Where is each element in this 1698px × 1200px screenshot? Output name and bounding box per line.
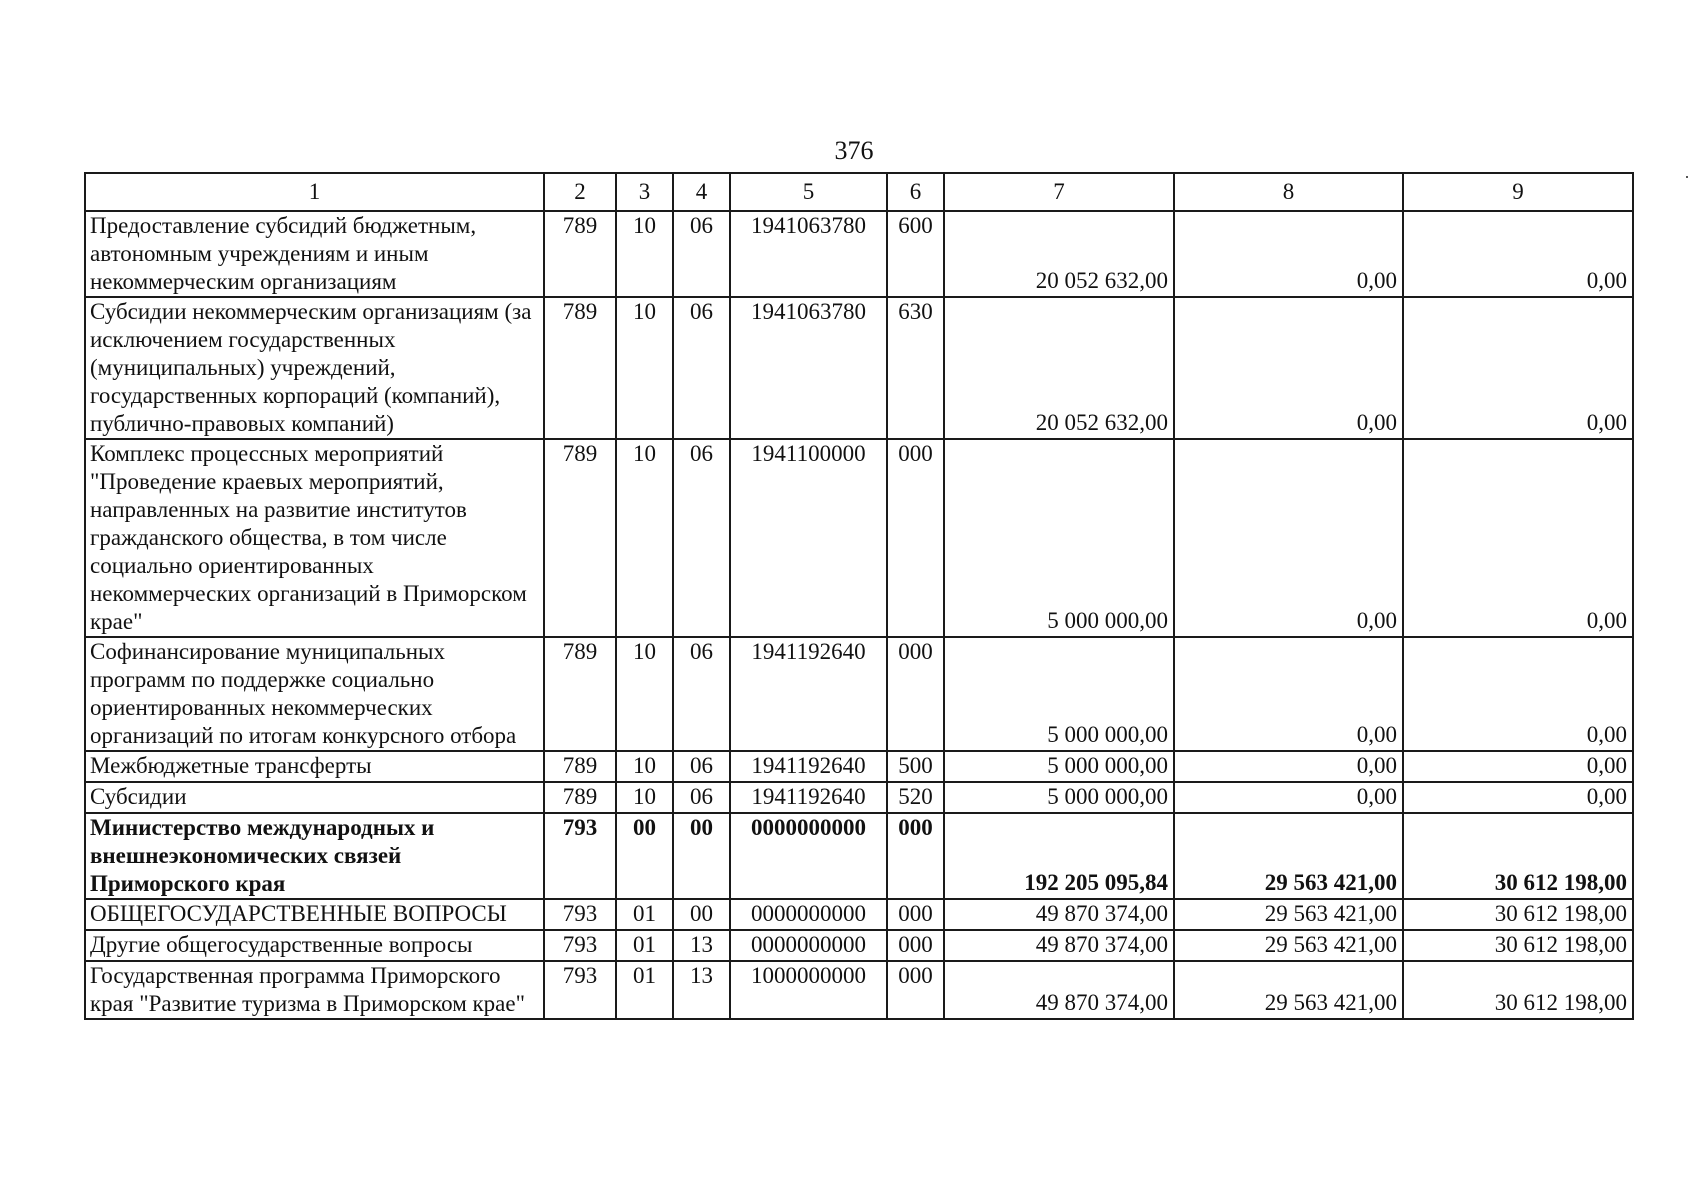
- ministry-code: 789: [544, 782, 616, 813]
- row-name: ОБЩЕГОСУДАРСТВЕННЫЕ ВОПРОСЫ: [85, 899, 544, 930]
- amount-col-9: 30 612 198,00: [1403, 899, 1633, 930]
- amount-col-9: 0,00: [1403, 782, 1633, 813]
- amount-col-8: 0,00: [1174, 297, 1403, 439]
- ministry-code: 793: [544, 899, 616, 930]
- amount-col-7: 20 052 632,00: [944, 297, 1174, 439]
- target-article-code: 1941192640: [730, 637, 887, 751]
- table-row: [85, 439, 1633, 637]
- target-article-code: 0000000000: [730, 813, 887, 899]
- section-code: 01: [616, 899, 673, 930]
- expense-type-code: 000: [887, 961, 944, 1019]
- target-article-code: 1941063780: [730, 297, 887, 439]
- budget-table: [84, 172, 1634, 1020]
- row-name: Другие общегосударственные вопросы: [85, 930, 544, 961]
- expense-type-code: 500: [887, 751, 944, 782]
- row-name: Субсидии некоммерческим организациям (за исключением государственных (муниципальных) учреждений, государственных корпораций (компаний), публично-правовых компаний): [85, 297, 544, 439]
- ministry-code: 789: [544, 211, 616, 297]
- ministry-code: 793: [544, 961, 616, 1019]
- expense-type-code: 630: [887, 297, 944, 439]
- table-row: [85, 961, 1633, 1019]
- target-article-code: 1941192640: [730, 751, 887, 782]
- column-header-9: 9: [1403, 173, 1633, 211]
- amount-col-8: 29 563 421,00: [1174, 930, 1403, 961]
- column-number-header-row: [85, 173, 1633, 211]
- table-body: [85, 173, 1633, 1019]
- page-number: 376: [834, 136, 874, 165]
- amount-col-9: 0,00: [1403, 211, 1633, 297]
- amount-col-8: 0,00: [1174, 439, 1403, 637]
- subsection-code: 06: [673, 439, 730, 637]
- expense-type-code: 000: [887, 439, 944, 637]
- amount-col-7: 49 870 374,00: [944, 961, 1174, 1019]
- target-article-code: 1941100000: [730, 439, 887, 637]
- subsection-code: 13: [673, 930, 730, 961]
- amount-col-7: 192 205 095,84: [944, 813, 1174, 899]
- table-row: [85, 211, 1633, 297]
- ministry-code: 789: [544, 439, 616, 637]
- row-name: Софинансирование муниципальных программ по поддержке социально ориентированных некоммерческих организаций по итогам конкурсного отбора: [85, 637, 544, 751]
- section-code: 10: [616, 782, 673, 813]
- amount-col-8: 29 563 421,00: [1174, 961, 1403, 1019]
- table-row: [85, 297, 1633, 439]
- amount-col-8: 29 563 421,00: [1174, 899, 1403, 930]
- table-row: [85, 930, 1633, 961]
- subsection-code: 06: [673, 751, 730, 782]
- row-name: Министерство международных и внешнеэкономических связей Приморского края: [85, 813, 544, 899]
- subsection-code: 06: [673, 211, 730, 297]
- amount-col-9: 30 612 198,00: [1403, 813, 1633, 899]
- target-article-code: 1941192640: [730, 782, 887, 813]
- expense-type-code: 520: [887, 782, 944, 813]
- amount-col-7: 49 870 374,00: [944, 899, 1174, 930]
- amount-col-9: 0,00: [1403, 751, 1633, 782]
- amount-col-7: 5 000 000,00: [944, 439, 1174, 637]
- target-article-code: 0000000000: [730, 930, 887, 961]
- amount-col-9: 30 612 198,00: [1403, 961, 1633, 1019]
- ministry-code: 789: [544, 297, 616, 439]
- table-row: [85, 637, 1633, 751]
- column-header-3: 3: [616, 173, 673, 211]
- subsection-code: 06: [673, 297, 730, 439]
- column-header-2: 2: [544, 173, 616, 211]
- ministry-code: 789: [544, 637, 616, 751]
- expense-type-code: 600: [887, 211, 944, 297]
- subsection-code: 06: [673, 782, 730, 813]
- row-name: Субсидии: [85, 782, 544, 813]
- target-article-code: 1941063780: [730, 211, 887, 297]
- section-code: 01: [616, 961, 673, 1019]
- amount-col-7: 20 052 632,00: [944, 211, 1174, 297]
- amount-col-8: 0,00: [1174, 211, 1403, 297]
- target-article-code: 0000000000: [730, 899, 887, 930]
- amount-col-7: 49 870 374,00: [944, 930, 1174, 961]
- expense-type-code: 000: [887, 637, 944, 751]
- amount-col-9: 0,00: [1403, 637, 1633, 751]
- expense-type-code: 000: [887, 813, 944, 899]
- amount-col-8: 0,00: [1174, 637, 1403, 751]
- amount-col-7: 5 000 000,00: [944, 751, 1174, 782]
- amount-col-7: 5 000 000,00: [944, 782, 1174, 813]
- subsection-code: 00: [673, 899, 730, 930]
- amount-col-8: 29 563 421,00: [1174, 813, 1403, 899]
- section-code: 01: [616, 930, 673, 961]
- expense-type-code: 000: [887, 930, 944, 961]
- section-code: 10: [616, 439, 673, 637]
- column-header-8: 8: [1174, 173, 1403, 211]
- amount-col-9: 0,00: [1403, 439, 1633, 637]
- column-header-7: 7: [944, 173, 1174, 211]
- column-header-4: 4: [673, 173, 730, 211]
- amount-col-8: 0,00: [1174, 782, 1403, 813]
- column-header-6: 6: [887, 173, 944, 211]
- ministry-code: 793: [544, 813, 616, 899]
- column-header-5: 5: [730, 173, 887, 211]
- scan-artifact-dot: [1686, 176, 1688, 178]
- table-row: [85, 751, 1633, 782]
- amount-col-8: 0,00: [1174, 751, 1403, 782]
- amount-col-7: 5 000 000,00: [944, 637, 1174, 751]
- row-name: Межбюджетные трансферты: [85, 751, 544, 782]
- row-name: Комплекс процессных мероприятий "Проведение краевых мероприятий, направленных на развитие институтов гражданского общества, в том числе социально ориентированных некоммерческих организаций в Приморском крае": [85, 439, 544, 637]
- subsection-code: 06: [673, 637, 730, 751]
- table-row: [85, 782, 1633, 813]
- subsection-code: 13: [673, 961, 730, 1019]
- column-header-1: 1: [85, 173, 544, 211]
- section-code: 10: [616, 297, 673, 439]
- amount-col-9: 30 612 198,00: [1403, 930, 1633, 961]
- section-code: 10: [616, 211, 673, 297]
- table-row-ministry-total: [85, 813, 1633, 899]
- section-code: 10: [616, 751, 673, 782]
- subsection-code: 00: [673, 813, 730, 899]
- section-code: 10: [616, 637, 673, 751]
- section-code: 00: [616, 813, 673, 899]
- amount-col-9: 0,00: [1403, 297, 1633, 439]
- ministry-code: 789: [544, 751, 616, 782]
- expense-type-code: 000: [887, 899, 944, 930]
- row-name: Предоставление субсидий бюджетным, автономным учреждениям и иным некоммерческим организациям: [85, 211, 544, 297]
- table-row: [85, 899, 1633, 930]
- ministry-code: 793: [544, 930, 616, 961]
- row-name: Государственная программа Приморского края "Развитие туризма в Приморском крае": [85, 961, 544, 1019]
- target-article-code: 1000000000: [730, 961, 887, 1019]
